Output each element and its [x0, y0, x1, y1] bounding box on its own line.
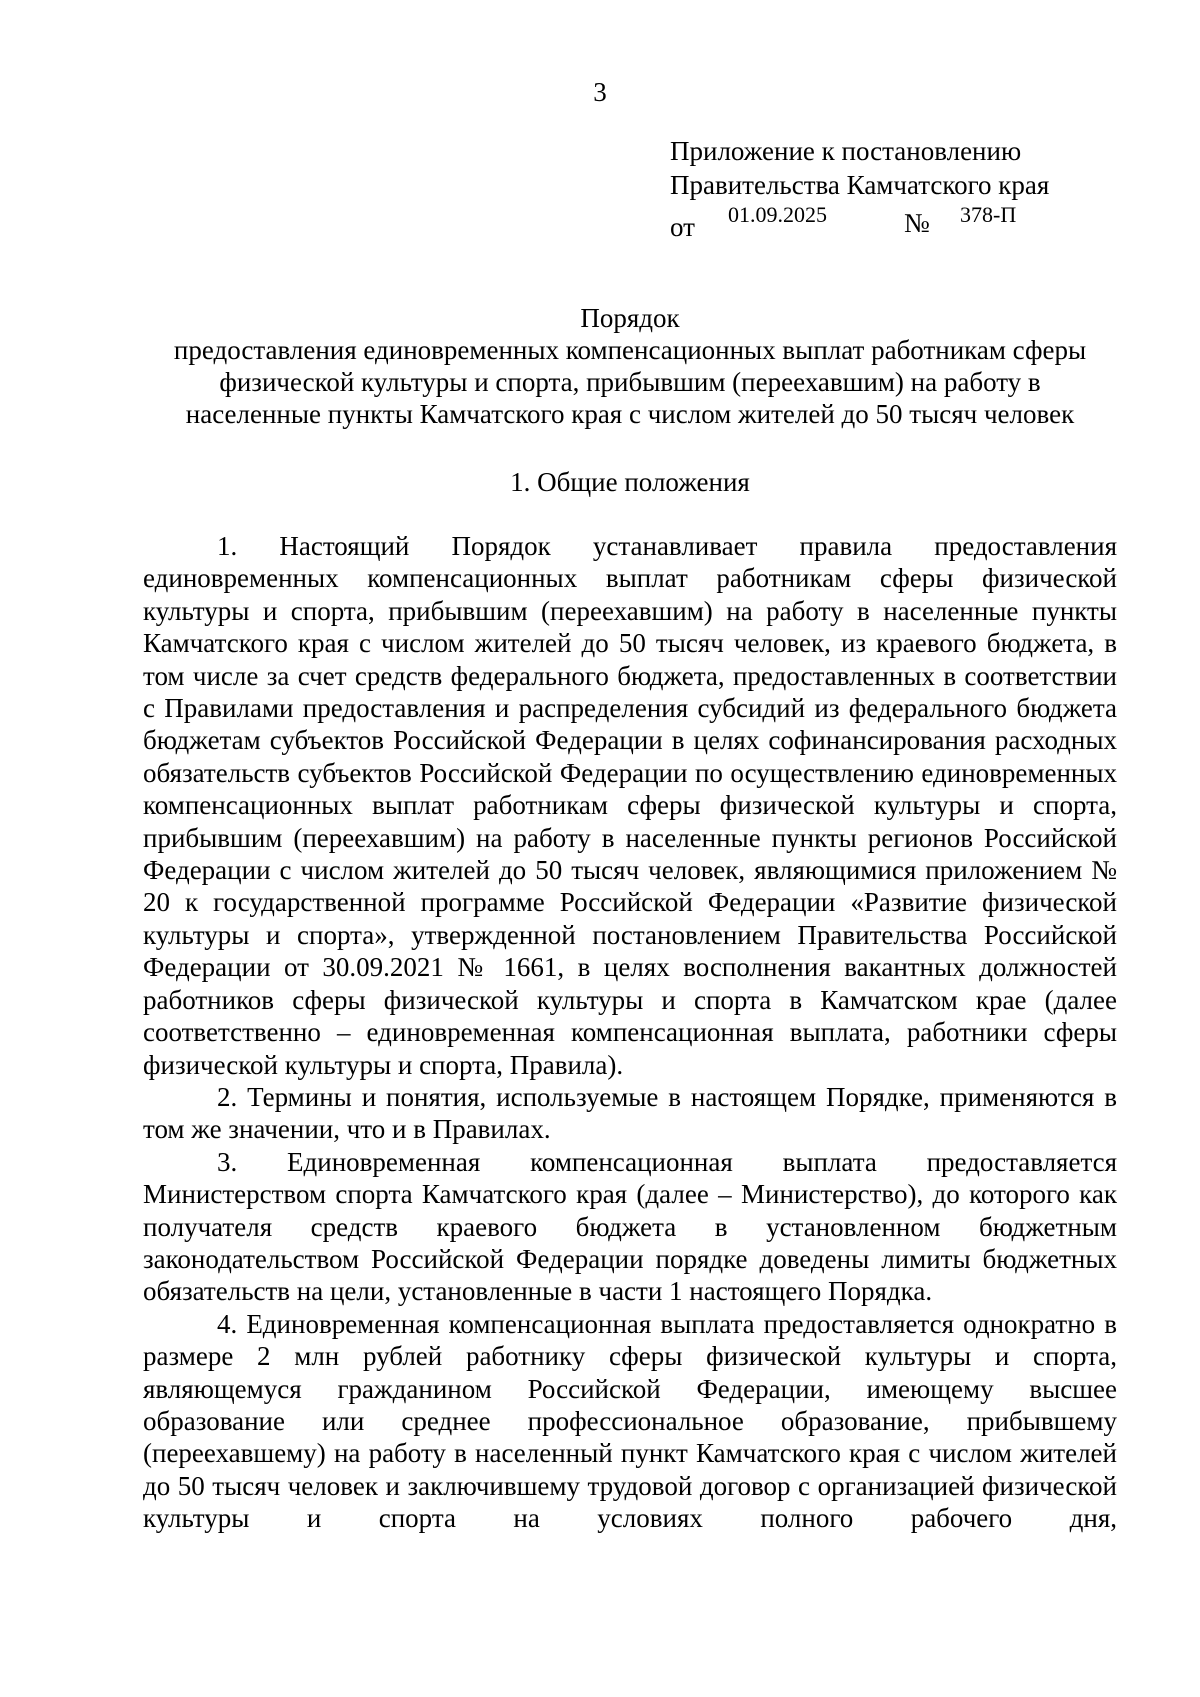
resolution-number: 378-П	[960, 202, 1017, 227]
paragraph-3: 3. Единовременная компенсационная выплата предоставляется Министерством спорта Камчатского края (далее – Министерство), до которого как получателя средств краевого бюджета в установленном бюджетным законодательством Российской Федерации порядке доведены лимиты бюджетных обязательств на цели, установленные в части 1 настоящего Порядка.	[143, 1146, 1117, 1307]
title-line-3: физической культуры и спорта, прибывшим (переехавшим) на работу в	[219, 367, 1041, 397]
appendix-date-row	[670, 202, 1130, 242]
appendix-block	[670, 134, 1130, 242]
appendix-line-1: Приложение к постановлению	[670, 136, 1022, 166]
paragraph-2: 2. Термины и понятия, используемые в настоящем Порядке, применяются в том же значении, что и в Правилах.	[143, 1081, 1117, 1145]
body-text	[143, 530, 1117, 1535]
title-line-2: предоставления единовременных компенсационных выплат работникам сферы	[173, 335, 1087, 365]
date-prefix: от	[670, 212, 695, 242]
document-title	[140, 302, 1120, 430]
appendix-line-2: Правительства Камчатского края	[670, 170, 1050, 200]
paragraph-4: 4. Единовременная компенсационная выплата предоставляется однократно в размере 2 млн рублей работнику сферы физической культуры и спорта, являющемуся гражданином Российской Федерации, имеющему высшее образование или среднее профессиональное образование, прибывшему (переехавшему) на работу в населенный пункт Камчатского края с числом жителей до 50 тысяч человек и заключившему трудовой договор с организацией физической культуры и спорта на условиях полного рабочего дня,	[143, 1308, 1117, 1534]
number-sign: №	[904, 208, 930, 238]
title-line-4: населенные пункты Камчатского края с числом жителей до 50 тысяч человек	[185, 399, 1075, 429]
section-heading: 1. Общие положения	[510, 467, 750, 497]
title-line-1: Порядок	[580, 303, 680, 333]
paragraph-1: 1. Настоящий Порядок устанавливает правила предоставления единовременных компенсационных выплат работникам сферы физической культуры и спорта, прибывшим (переехавшим) на работу в населенные пункты Камчатского края с числом жителей до 50 тысяч человек, из краевого бюджета, в том числе за счет средств федерального бюджета, предоставленных в соответствии с Правилами предоставления и распределения субсидий из федерального бюджета бюджетам субъектов Российской Федерации в целях софинансирования расходных обязательств субъектов Российской Федерации по осуществлению единовременных компенсационных выплат работникам сферы физической культуры и спорта, прибывшим (переехавшим) на работу в населенные пункты регионов Российской Федерации с числом жителей до 50 тысяч человек, являющимися приложением № 20 к государственной программе Российской Федерации «Развитие физической культуры и спорта», утвержденной постановлением Правительства Российской Федерации от 30.09.2021 № 1661, в целях восполнения вакантных должностей работников сферы физической культуры и спорта в Камчатском крае (далее соответственно – единовременная компенсационная выплата, работники сферы физической культуры и спорта, Правила).	[143, 531, 1117, 1080]
page-number: 3	[593, 77, 607, 107]
resolution-date: 01.09.2025	[728, 202, 827, 227]
